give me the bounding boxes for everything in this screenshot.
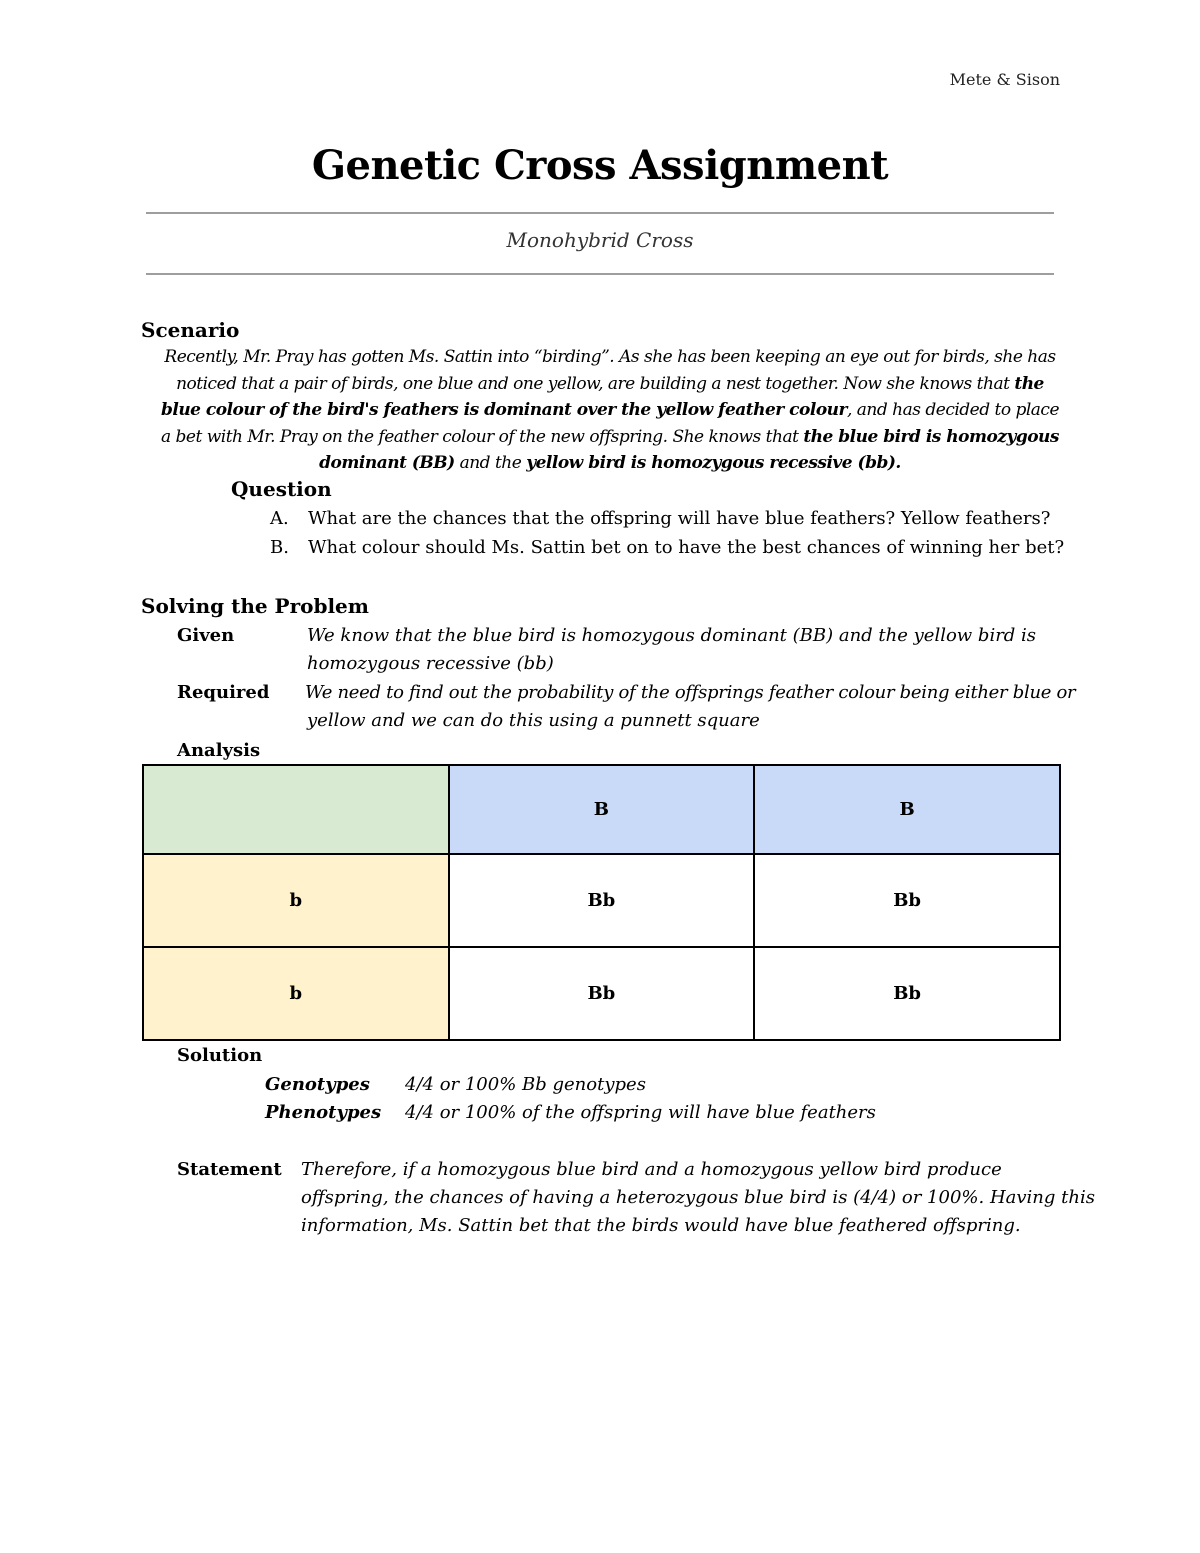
scenario-bold-3: yellow bird is homozygous recessive (bb). (526, 453, 901, 473)
given-line-1: We know that the blue bird is homozygous dominant (BB) and the yellow bird is (307, 625, 1037, 646)
punnett-parent-allele-side: b (143, 854, 449, 947)
title-divider-top (146, 212, 1054, 214)
analysis-label: Analysis (177, 740, 261, 761)
punnett-offspring-cell: Bb (754, 854, 1060, 947)
given-label: Given (177, 625, 235, 646)
scenario-bold-2: the blue bird is homozygous dominant (BB) (319, 426, 1059, 473)
statement-line-2: offspring, the chances of having a heterozygous blue bird is (4/4) or 100%. Having this (301, 1187, 1095, 1208)
solution-details (265, 1070, 876, 1126)
punnett-square (142, 764, 1061, 1041)
header-authors: Mete & Sison (949, 70, 1060, 89)
page-subtitle: Monohybrid Cross (506, 228, 694, 252)
question-list (270, 508, 1064, 565)
given-line-2: homozygous recessive (bb) (307, 653, 554, 674)
solution-label: Solution (177, 1045, 263, 1066)
scenario-heading: Scenario (141, 318, 240, 342)
phenotypes-row (265, 1098, 876, 1126)
question-item-b (270, 537, 1064, 566)
genotypes-value: 4/4 or 100% Bb genotypes (405, 1073, 646, 1095)
scenario-text-3: and the (454, 453, 527, 473)
required-label: Required (177, 682, 270, 703)
punnett-parent-allele-top: B (449, 765, 755, 854)
question-marker: A. (270, 508, 289, 529)
punnett-parent-allele-top: B (754, 765, 1060, 854)
required-line-2: yellow and we can do this using a punnett square (307, 710, 760, 731)
punnett-corner-cell (143, 765, 449, 854)
statement-line-3: information, Ms. Sattin bet that the birds would have blue feathered offspring. (301, 1215, 1021, 1236)
scenario-text-1: Recently, Mr. Pray has gotten Ms. Sattin into “birding”. As she has been keeping an eye out for birds, she has noticed that a pair of birds, one blue and one yellow, are building a nest together. Now she knows that (164, 347, 1056, 394)
scenario-text-2: , and has decided to place a bet with Mr. Pray on the feather colour of the new offspring. She knows that (161, 400, 1060, 447)
phenotypes-value: 4/4 or 100% of the offspring will have blue feathers (405, 1101, 876, 1123)
statement-label: Statement (177, 1159, 282, 1180)
punnett-offspring-cell: Bb (449, 947, 755, 1040)
punnett-offspring-cell: Bb (449, 854, 755, 947)
question-item-a (270, 508, 1064, 537)
scenario-bold-1: the blue colour of the bird's feathers is dominant over the yellow feather colour (160, 373, 1044, 420)
question-text: What are the chances that the offspring will have blue feathers? Yellow feathers? (308, 508, 1051, 529)
punnett-offspring-cell: Bb (754, 947, 1060, 1040)
required-line-1: We need to find out the probability of the offsprings feather colour being either blue or (305, 682, 1076, 703)
title-divider-bottom (146, 273, 1054, 275)
question-text: What colour should Ms. Sattin bet on to have the best chances of winning her bet? (308, 536, 1065, 558)
genotypes-label: Genotypes (265, 1073, 370, 1095)
phenotypes-label: Phenotypes (265, 1101, 382, 1123)
solving-heading: Solving the Problem (141, 594, 369, 618)
question-heading: Question (231, 477, 332, 501)
question-marker: B. (270, 536, 289, 558)
scenario-paragraph (160, 344, 1060, 477)
genotypes-row (265, 1070, 876, 1098)
statement-line-1: Therefore, if a homozygous blue bird and a homozygous yellow bird produce (301, 1159, 1002, 1180)
punnett-parent-allele-side: b (143, 947, 449, 1040)
page-title: Genetic Cross Assignment (311, 142, 889, 189)
